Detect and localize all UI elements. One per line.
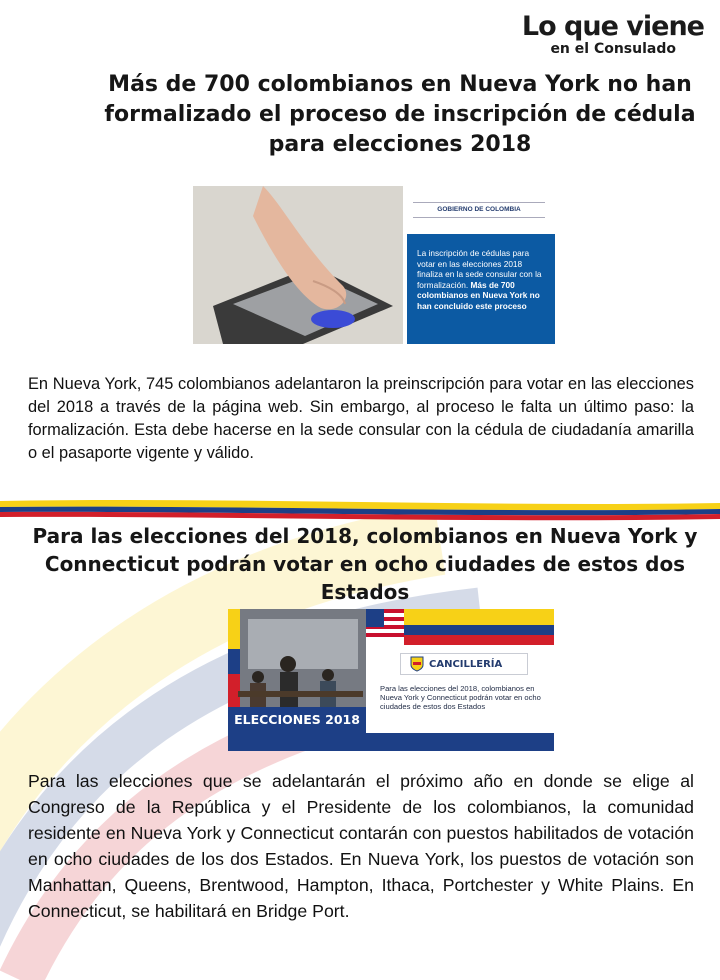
info-box	[407, 234, 555, 344]
coat-of-arms-icon	[410, 656, 424, 672]
article2-body: Para las elecciones que se adelantarán el próximo año en donde se elige al Congreso de la República y el Presidente de los colombianos, la comunidad residente en Nueva York y Connecticut contarán con puestos habilitados de votación en ocho ciudades de los dos Estados. En Nueva York, los puestos de votación son Manhattan, Queens, Brentwood, Hampton, Ithaca, Portchester y White Plains. En Connecticut, se habilitará en Bridge Port.	[28, 771, 694, 921]
gov-label: GOBIERNO DE COLOMBIA	[413, 202, 545, 218]
logo-title: Lo que viene	[521, 11, 704, 42]
flag-divider	[0, 497, 720, 525]
article2-headline: Para las elecciones del 2018, colombianos en Nueva York y Connecticut podrán votar en ocho ciudades de estos dos Estados	[32, 524, 698, 604]
image-caption: Para las elecciones del 2018, colombianos en Nueva York y Connecticut podrán votar en ocho ciudades de estos dos Estados	[380, 684, 541, 711]
info-text-bold: Más de 700 colombianos en Nueva York no han concluido este proceso	[417, 279, 540, 311]
elections-banner: ELECCIONES 2018	[228, 707, 366, 733]
article1-headline: Más de 700 colombianos en Nueva York no han formalizado el proceso de inscripción de cédula para elecciones 2018	[104, 72, 696, 157]
fingerprint-scanner-photo	[193, 186, 403, 344]
flags-strip	[366, 609, 554, 645]
article2-image	[228, 609, 554, 751]
info-text: La inscripción de cédulas para votar en las elecciones 2018 finaliza en la sede consular con la formalización.	[417, 248, 542, 290]
article1-body: En Nueva York, 745 colombianos adelantaron la preinscripción para votar en las elecciones del 2018 a través de la página web. Sin embargo, al proceso le falta un último paso: la formalización. Esta debe hacerse en la sede consular con la cédula de ciudadanía amarilla o el pasaporte vigente y válido.	[28, 375, 694, 462]
info-panel	[403, 186, 555, 344]
logo	[504, 12, 704, 56]
cancilleria-label: CANCILLERÍA	[429, 659, 503, 670]
logo-subtitle: en el Consulado	[550, 41, 676, 57]
article1-image	[193, 186, 555, 344]
image-bottom-bar	[228, 733, 554, 751]
